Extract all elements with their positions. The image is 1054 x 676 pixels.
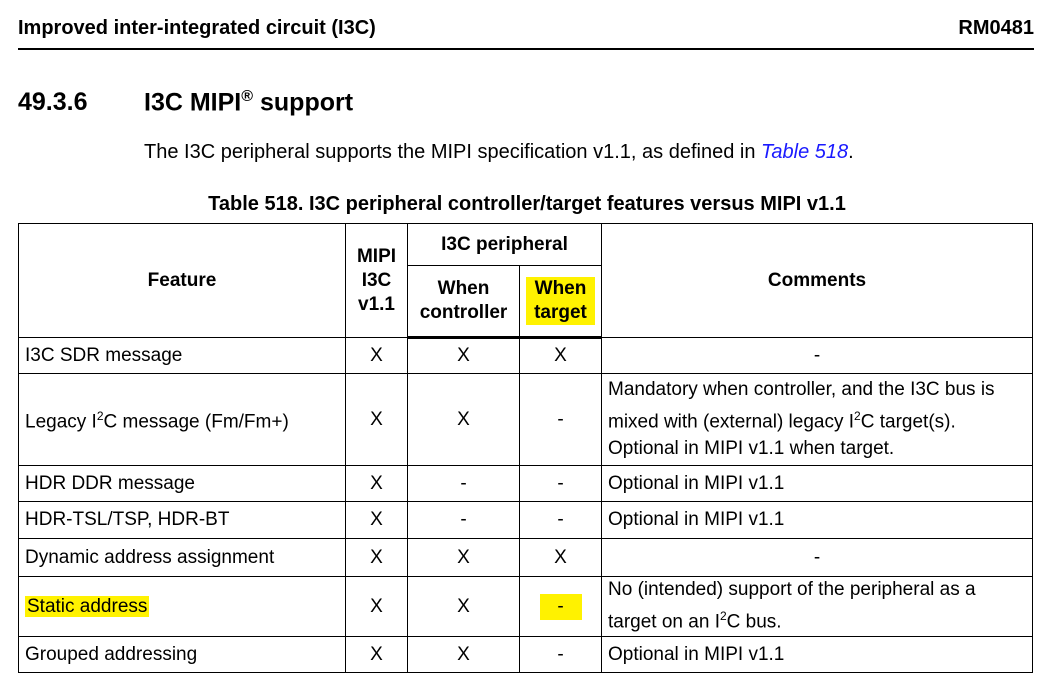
cell-target: X xyxy=(520,338,602,374)
comment-line2-sup: 2 xyxy=(854,409,861,424)
cell-comment xyxy=(602,577,1033,637)
table-caption: Table 518. I3C peripheral controller/target features versus MIPI v1.1 xyxy=(208,193,846,215)
cell-feature: HDR DDR message xyxy=(19,466,346,502)
header-rule xyxy=(18,48,1034,50)
section-title: I3C MIPI xyxy=(144,88,242,117)
comment-line2-tail: C bus. xyxy=(726,611,782,633)
cell-target xyxy=(520,577,602,637)
header-i3c-peripheral: I3C peripheral xyxy=(408,224,602,266)
table-518-link[interactable]: Table 518 xyxy=(761,141,849,163)
header-controller-line2: controller xyxy=(419,302,508,323)
intro-text: The I3C peripheral supports the MIPI specification v1.1, as defined in xyxy=(144,141,762,163)
cell-controller: X xyxy=(408,374,520,466)
header-when-target xyxy=(520,266,602,338)
cell-feature: Grouped addressing xyxy=(19,637,346,673)
comment-line1: Mandatory when controller, and the I3C bus is xyxy=(608,379,995,401)
cell-controller: X xyxy=(408,577,520,637)
header-comments: Comments xyxy=(602,224,1033,338)
header-mipi-line3: v1.1 xyxy=(358,293,395,315)
header-target-line1: When xyxy=(534,278,587,299)
header-mipi-line1: MIPI xyxy=(356,245,397,267)
cell-mipi: X xyxy=(346,374,408,466)
cell-feature: HDR-TSL/TSP, HDR-BT xyxy=(19,502,346,539)
cell-mipi: X xyxy=(346,539,408,577)
intro-text-end: . xyxy=(848,141,854,163)
cell-comment: Optional in MIPI v1.1 xyxy=(602,466,1033,502)
cell-comment xyxy=(602,374,1033,466)
cell-target: - xyxy=(520,466,602,502)
section-title-tail: support xyxy=(253,88,354,117)
section-number: 49.3.6 xyxy=(18,88,88,117)
section-heading xyxy=(18,88,353,117)
comment-line2-text: target on an I xyxy=(608,611,720,633)
page-header xyxy=(18,17,1034,45)
table-row xyxy=(19,637,1033,673)
table-row xyxy=(19,466,1033,502)
cell-feature: I3C SDR message xyxy=(19,338,346,374)
cell-target: X xyxy=(520,539,602,577)
header-target-highlight xyxy=(526,277,595,325)
cell-comment: - xyxy=(602,338,1033,374)
features-table xyxy=(18,223,1033,673)
comment-line2-text: mixed with (external) legacy I xyxy=(608,411,855,433)
comment-line2 xyxy=(608,403,1026,435)
table-row xyxy=(19,374,1033,466)
header-when-controller xyxy=(408,266,520,338)
feature-text: Legacy I xyxy=(25,411,97,433)
cell-controller: X xyxy=(408,539,520,577)
header-mipi-line2: I3C xyxy=(361,269,392,291)
table-row xyxy=(19,502,1033,539)
header-target-line2: target xyxy=(534,302,587,323)
comment-line1: No (intended) support of the peripheral as a xyxy=(608,579,976,601)
cell-comment: Optional in MIPI v1.1 xyxy=(602,502,1033,539)
feature-sup: 2 xyxy=(96,409,104,424)
cell-mipi: X xyxy=(346,466,408,502)
cell-target: - xyxy=(520,502,602,539)
table-row xyxy=(19,338,1033,374)
cell-controller: - xyxy=(408,502,520,539)
cell-target: - xyxy=(520,374,602,466)
comment-line2 xyxy=(608,603,1026,635)
cell-mipi: X xyxy=(346,577,408,637)
cell-controller: - xyxy=(408,466,520,502)
cell-comment: - xyxy=(602,539,1033,577)
feature-text-tail: C message (Fm/Fm+) xyxy=(103,411,289,433)
table-row xyxy=(19,577,1033,637)
header-chapter-title: Improved inter-integrated circuit (I3C) xyxy=(18,17,376,39)
cell-controller: X xyxy=(408,637,520,673)
cell-feature xyxy=(19,374,346,466)
cell-target: - xyxy=(520,637,602,673)
cell-mipi: X xyxy=(346,637,408,673)
table-row xyxy=(19,539,1033,577)
highlighted-feature: Static address xyxy=(27,595,148,617)
highlighted-target-value: - xyxy=(540,594,582,620)
header-mipi xyxy=(346,224,408,338)
header-feature: Feature xyxy=(19,224,346,338)
intro-paragraph xyxy=(144,141,854,164)
comment-line2-sup: 2 xyxy=(719,609,727,624)
registered-mark: ® xyxy=(241,88,254,105)
comment-line2-tail: C target(s). xyxy=(860,411,956,433)
cell-controller: X xyxy=(408,338,520,374)
cell-mipi: X xyxy=(346,338,408,374)
header-controller-line1: When xyxy=(437,278,490,299)
header-doc-id: RM0481 xyxy=(958,17,1034,39)
comment-line3: Optional in MIPI v1.1 when target. xyxy=(608,437,895,459)
cell-feature xyxy=(19,577,346,637)
cell-feature: Dynamic address assignment xyxy=(19,539,346,577)
cell-mipi: X xyxy=(346,502,408,539)
cell-comment: Optional in MIPI v1.1 xyxy=(602,637,1033,673)
